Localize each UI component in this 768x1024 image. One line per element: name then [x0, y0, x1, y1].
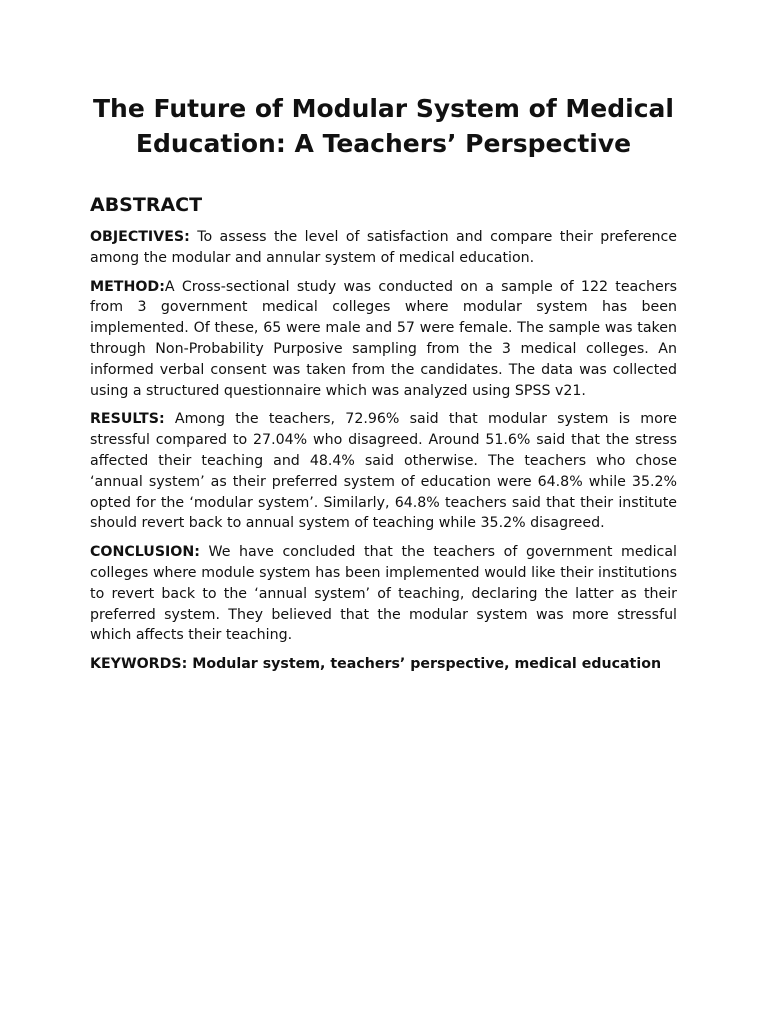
results-text: Among the teachers, 72.96% said that modular system is more stressful compared to 27.04% who disagreed. Around 51.6% said that the stress affected their teaching and 48.4% said otherwise. The teachers who chose ‘annual system’ as their preferred system of education were 64.8% while 35.2% opted for the ‘modular system’. Similarly, 64.8% teachers said that their institute should revert back to annual system of teaching while 35.2% disagreed. [90, 411, 677, 532]
conclusion-text: We have concluded that the teachers of government medical colleges where module system has been implemented would like their institutions to revert back to the ‘annual system’ of teaching, declaring the latter as their preferred system. They believed that the modular system was more stressful which affects their teaching. [90, 544, 677, 644]
results-label: RESULTS: [90, 411, 165, 428]
method-text: A Cross-sectional study was conducted on a sample of 122 teachers from 3 government medical colleges where modular system has been implemented. Of these, 65 were male and 57 were female. The sample was taken through Non-Probability Purposive sampling from the 3 medical colleges. An informed verbal consent was taken from the candidates. The data was collected using a structured questionnaire which was analyzed using SPSS v21. [90, 278, 677, 399]
keywords-label: KEYWORDS: [90, 656, 188, 673]
document-page [90, 0, 677, 675]
objectives-paragraph [90, 227, 677, 269]
paper-title: The Future of Modular System of Medical Education: A Teachers’ Perspective [92, 94, 674, 158]
keywords-paragraph [90, 654, 677, 675]
results-paragraph [90, 409, 677, 534]
method-paragraph [90, 277, 677, 402]
objectives-text: To assess the level of satisfaction and compare their preference among the modular and annular system of medical education. [90, 229, 677, 266]
keywords-text: Modular system, teachers’ perspective, medical education [187, 656, 662, 673]
method-label: METHOD: [90, 278, 165, 295]
objectives-label: OBJECTIVES: [90, 229, 190, 245]
conclusion-label: CONCLUSION: [90, 544, 200, 561]
abstract-heading: ABSTRACT [90, 194, 203, 216]
conclusion-paragraph [90, 542, 677, 646]
